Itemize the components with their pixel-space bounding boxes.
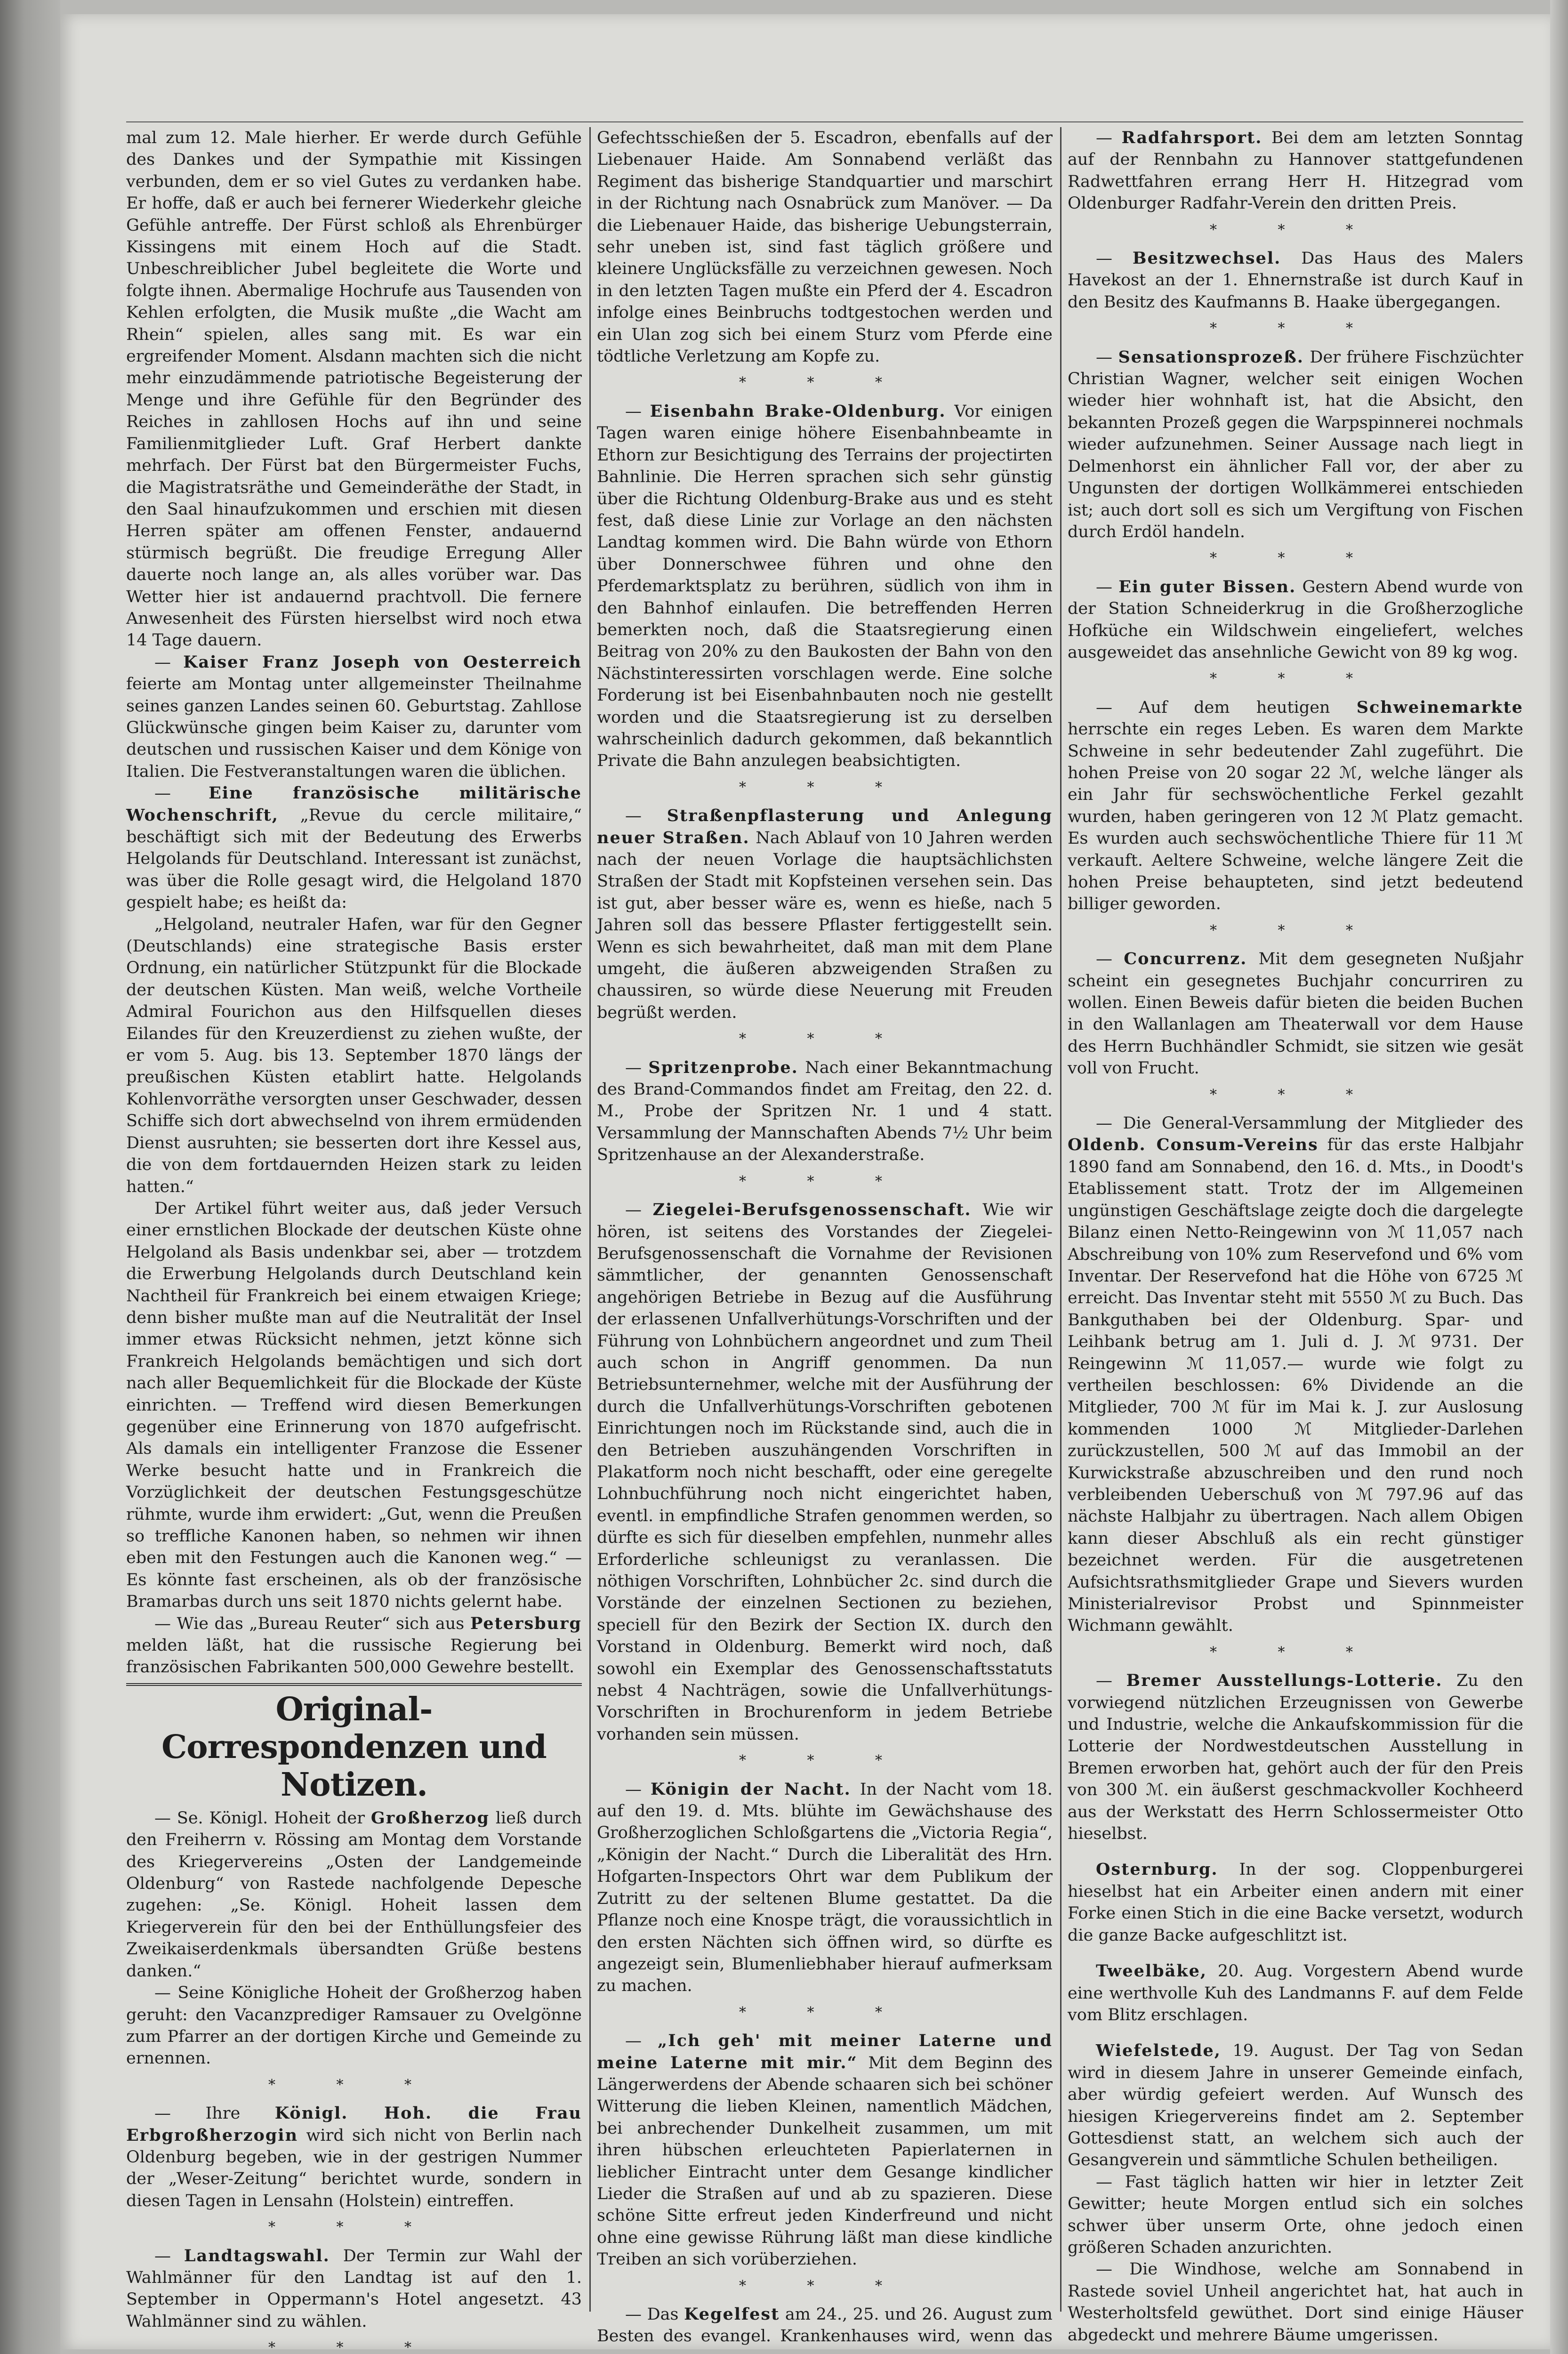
- separator-stars: * * *: [1209, 550, 1382, 567]
- spacer: [1068, 1946, 1523, 1960]
- article-heading: Kaiser Franz Joseph von Oesterreich: [183, 652, 582, 672]
- article-text: Der frühere Fischzüchter Christian Wagner, welcher seit einigen Wochen wieder hier wohnhaft ist, hat die Absicht, den bekannten Prozeß gegen die Warpspinnerei nochmals wieder aufzunehmen. Seiner Aussage nach liegt in Delmenhorst ein ähnlicher Fall vor, der aber zu Ungunsten der dortigen Wollkämmerei entschieden ist; auch dort soll es sich um Vergiftung von Fischen durch Erdöl handeln.: [1068, 347, 1523, 541]
- top-rule: [126, 121, 1523, 122]
- article-heading: Eisenbahn Brake-Oldenburg.: [650, 401, 946, 421]
- article-heading: Ein guter Bissen.: [1118, 577, 1296, 597]
- article-heading: Sensationsprozeß.: [1118, 347, 1304, 367]
- separator-stars: * * *: [1209, 922, 1382, 939]
- book-binding: [0, 0, 60, 2354]
- newspaper-page: [60, 14, 1550, 2349]
- article-text: Nach einer Bekanntmachung des Brand-Commandos findet am Freitag, den 22. d. M., Probe der Spritzen Nr. 1 und 4 statt. Versammlung der Mannschaften Abends 7½ Uhr beim Spritzenhause an der Alexanderstraße.: [597, 1058, 1053, 1165]
- separator-stars: * * *: [739, 1173, 911, 1190]
- article-text: am 24., 25. und 26. August zum Besten des evangel. Krankenhauses wird, wenn das: [597, 2305, 1053, 2346]
- article-heading: Besitzwechsel.: [1132, 249, 1281, 268]
- article-paragraph: — Bremer Ausstellungs-Lotterie. Zu den vorwiegend nützlichen Erzeugnissen von Gewerbe und Industrie, welche die Ankaufskommission für die Lotterie der Nordwestdeutschen Ausstellung in Bremen erworben hat, gehört auch der für den Preis von 300 ℳ. ein äußerst geschmackvoller Kochheerd aus der Werkstatt des Herrn Schlossermeister Otto hieselbst.: [1068, 1671, 1523, 1844]
- article-text: — Die General-Versammlung der Mitglieder des: [1096, 1114, 1523, 1133]
- article-heading: Wiefelstede,: [1096, 2041, 1221, 2061]
- separator-stars: * * *: [739, 1031, 911, 1048]
- separator-stars: * * *: [739, 779, 911, 796]
- article-paragraph: — „Ich geh' mit meiner Laterne und meine Laterne mit mir.“ Mit dem Beginn des Längerwerdens der Abende schaaren sich bei schöner Witterung die lieben Kleinen, namentlich Mädchen, bei anbrechender Dunkelheit zusammen, um mit ihren hübschen erleuchteten Papierlaternen in lieblicher Eintracht unter dem Gesange kindlicher Lieder die Straßen auf und ab zu spazieren. Diese schöne Sitte erfreut jeden Kinderfreund und nicht ohne eine gewisse Rührung läßt man diese kindliche Treiben an sich vorüberziehen.: [597, 2031, 1053, 2269]
- article-text: Gestern Abend wurde von der Station Schneiderkrug in die Großherzogliche Hofküche ein Wildschwein eingeliefert, welches ausgeweidet das ansehnliche Gewicht von 89 kg wog.: [1068, 577, 1523, 662]
- article-text: wird sich nicht von Berlin nach Oldenburg begeben, wie in der gestrigen Nummer der „Weser-Zeitung“ berichtet wurde, sondern in diesen Tagen in Lensahn (Holstein) eintreffen.: [126, 2126, 582, 2210]
- article-heading: Kegelfest: [684, 2305, 780, 2324]
- separator-stars: * * *: [739, 2004, 911, 2021]
- article-paragraph: — Radfahrsport. Bei dem am letzten Sonntag auf der Rennbahn zu Hannover stattgefundenen Radwettfahren errang Herr H. Hitzegrad vom Oldenburger Radfahr-Verein den dritten Preis.: [1068, 128, 1523, 213]
- separator-stars: * * *: [1209, 1644, 1382, 1661]
- article-paragraph: — Straßenpflasterung und Anlegung neuer Straßen. Nach Ablauf von 10 Jahren werden nach der neuen Vorlage die hauptsächlichsten Straßen der Stadt mit Kopfsteinen versehen sein. Das ist gut, aber besser wäre es, wenn es hieße, nach 5 Jahren soll das bessere Pflaster fertiggestellt sein. Wenn es sich bewahrheitet, daß man mit dem Plane umgeht, die äußeren abzweigenden Straßen zu chaussiren, so würde diese Neuerung mit Freuden begrüßt werden.: [597, 806, 1053, 1022]
- separator-stars: * * *: [739, 2277, 911, 2294]
- separator-stars: * * *: [268, 2076, 440, 2093]
- article-heading: Schweinemarkte: [1356, 697, 1523, 717]
- spacer: [1068, 1845, 1523, 1859]
- article-text: Vor einigen Tagen waren einige höhere Eisenbahnbeamte in Ethorn zur Besichtigung des Terrains der projectirten Bahnlinie. Die Herren sprachen sich sehr günstig über die Richtung Oldenburg-Brake aus und es steht fest, daß diese Linie zur Vorlage an den nächsten Landtag kommen wird. Die Bahn würde von Ethorn über Donnerschwee führen und ohne den Pferdemarktsplatz zu berühren, südlich von ihm in den Bahnhof einlaufen. Die betreffenden Herren bemerkten noch, daß die Staatsregierung einen Beitrag von 20% zu den Baukosten der Bahn von den Nächstinteressirten vorschlagen werde. Eine solche Forderung ist bei Eisenbahnbauten noch nie gestellt worden und die Staatsregierung ist zu derselben wahrscheinlich dadurch gekommen, daß bekanntlich Private die Bahn anzulegen beabsichtigten.: [597, 402, 1053, 771]
- article-text: Wie wir hören, ist seitens des Vorstandes der Ziegelei-Berufsgenossenschaft die Vornahme der Revisionen sämmtlicher, der genannten Genossenschaft angehörigen Betriebe in Bezug auf die Ausführung der erlassenen Unfallverhütungs-Vorschriften und der Führung von Lohnbüchern angeordnet und zum Theil auch schon in Angriff genommen. Da nun Betriebsunternehmer, welche mit der Ausführung der durch die Unfallverhütungs-Vorschriften gebotenen Einrichtungen noch im Rückstande sind, auch die in den Betrieben auszuhängenden Vorschriften in Plakatform noch nicht beschafft, oder eine geregelte Lohnbuchführung noch nicht eingerichtet haben, eventl. in empfindliche Strafen genommen werden, so dürfte es sich für dieselben empfehlen, nunmehr alles Erforderliche schleunigst zu veranlassen. Die nöthigen Vorschriften, Lohnbücher 2c. sind durch die Vorstände der einzelnen Sectionen zu beziehen, speciell für den Bezirk der Section IX. durch den Vorstand in Oldenburg. Bemerkt wird noch, daß sowohl ein Exemplar des Genossenschaftsstatuts nebst 4 Nachträgen, sowie die Unfallverhütungs-Vorschriften in Brochurenform in jedem Betriebe vorhanden sein müssen.: [597, 1201, 1053, 1744]
- article-paragraph: — Eisenbahn Brake-Oldenburg. Vor einigen Tagen waren einige höhere Eisenbahnbeamte in Ethorn zur Besichtigung des Terrains der projectirten Bahnlinie. Die Herren sprachen sich sehr günstig über die Richtung Oldenburg-Brake aus und es steht fest, daß diese Linie zur Vorlage an den nächsten Landtag kommen wird. Die Bahn würde von Ethorn über Donnerschwee führen und ohne den Pferdemarktsplatz zu berühren, südlich von ihm in den Bahnhof einlaufen. Die betreffenden Herren bemerkten noch, daß die Staatsregierung einen Beitrag von 20% zu den Baukosten der Bahn von den Nächstinteressirten vorschlagen werde. Eine solche Forderung ist bei Eisenbahnbauten noch nie gestellt worden und die Staatsregierung ist zu derselben wahrscheinlich dadurch gekommen, daß bekanntlich Private die Bahn anzulegen beabsichtigten.: [597, 401, 1053, 771]
- article-paragraph: — Spritzenprobe. Nach einer Bekanntmachung des Brand-Commandos findet am Freitag, den 22. d. M., Probe der Spritzen Nr. 1 und 4 statt. Versammlung der Mannschaften Abends 7½ Uhr beim Spritzenhause an der Alexanderstraße.: [597, 1057, 1053, 1165]
- article-paragraph: [597, 2304, 1053, 2349]
- separator-stars: * * *: [268, 2339, 440, 2349]
- article-paragraph: — Kaiser Franz Joseph von Oesterreich feierte am Montag unter allgemeinster Theilnahme seines ganzen Landes seinen 60. Geburtstag. Zahllose Glückwünsche gingen beim Kaiser zu, darunter vom deutschen und russischen Kaiser und dem Könige von Italien. Die Festveranstaltungen waren die üblichen.: [126, 652, 582, 781]
- article-paragraph: — Ziegelei-Berufsgenossenschaft. Wie wir hören, ist seitens des Vorstandes der Ziegelei-Berufsgenossenschaft die Vornahme der Revisionen sämmtlicher, der genannten Genossenschaft angehörigen Betriebe in Bezug auf die Ausführung der erlassenen Unfallverhütungs-Vorschriften und der Führung von Lohnbüchern angeordnet und zum Theil auch schon in Angriff genommen. Da nun Betriebsunternehmer, welche mit der Ausführung der durch die Unfallverhütungs-Vorschriften gebotenen Einrichtungen noch im Rückstande sind, auch die in den Betrieben auszuhängenden Vorschriften in Plakatform noch nicht beschafft, oder eine geregelte Lohnbuchführung noch nicht eingerichtet haben, eventl. in empfindliche Strafen genommen werden, so dürfte es sich für dieselben empfehlen, nunmehr alles Erforderliche schleunigst zu veranlassen. Die nöthigen Vorschriften, Lohnbücher 2c. sind durch die Vorstände der einzelnen Sectionen zu beziehen, speciell für den Bezirk der Section IX. durch den Vorstand in Oldenburg. Bemerkt wird noch, daß sowohl ein Exemplar des Genossenschaftsstatuts nebst 4 Nachträgen, sowie die Unfallverhütungs-Vorschriften in Brochurenform in jedem Betriebe vorhanden sein müssen.: [597, 1200, 1053, 1744]
- article-text: — Ihre: [154, 2104, 241, 2123]
- article-heading: Radfahrsport.: [1121, 128, 1262, 147]
- article-text: Mit dem Beginn des Längerwerdens der Abende schaaren sich bei schöner Witterung die lieben Kleinen, namentlich Mädchen, bei anbrechender Dunkelheit zusammen, um mit ihren hübschen erleuchteten Papierlaternen in lieblicher Eintracht unter dem Gesange kindlicher Lieder die Straßen auf und ab zu spazieren. Diese schöne Sitte erfreut jeden Kinderfreund und nicht ohne eine gewisse Rührung läßt man diese kindliche Treiben an sich vorüberziehen.: [597, 2053, 1053, 2269]
- article-paragraph: — Eine französische militärische Wochenschrift, „Revue du cercle militaire,“ beschäftigt sich mit der Bedeutung des Erwerbs Helgolands für Deutschland. Interessant ist zunächst, was über die Rolle gesagt wird, die Helgoland 1870 gespielt habe; es heißt da:: [126, 783, 582, 912]
- article-text: — Das: [625, 2305, 679, 2324]
- article-text: Bei dem am letzten Sonntag auf der Rennbahn zu Hannover stattgefundenen Radwettfahren errang Herr H. Hitzegrad vom Oldenburger Radfahr-Verein den dritten Preis.: [1068, 129, 1523, 213]
- article-text: Nach Ablauf von 10 Jahren werden nach der neuen Vorlage die hauptsächlichsten Straßen der Stadt mit Kopfsteinen versehen sein. Das ist gut, aber besser wäre es, wenn es hieße, nach 5 Jahren soll das bessere Pflaster fertiggestellt sein. Wenn es sich bewahrheitet, daß man mit dem Plane umgeht, die äußeren abzweigenden Straßen zu chaussiren, so würde diese Neuerung mit Freuden begrüßt werden.: [597, 828, 1053, 1022]
- article-paragraph: [126, 1613, 582, 1678]
- column-2: [597, 127, 1053, 2349]
- article-paragraph: [1068, 1960, 1523, 2026]
- article-heading: Spritzenprobe.: [648, 1057, 798, 1077]
- article-paragraph: — Sensationsprozeß. Der frühere Fischzüchter Christian Wagner, welcher seit einigen Wochen wieder hier wohnhaft ist, hat die Absicht, den bekannten Prozeß gegen die Warpspinnerei nochmals wieder aufzunehmen. Seiner Aussage nach liegt in Delmenhorst ein ähnlicher Fall vor, der aber zu Ungunsten der dortigen Wollkämmerei entschieden ist; auch dort soll es sich um Vergiftung von Fischen durch Erdöl handeln.: [1068, 347, 1523, 541]
- article-text: Das Haus des Malers Havekost an der 1. Ehnernstraße ist durch Kauf in den Besitz des Kaufmanns B. Haake übergegangen.: [1068, 249, 1523, 312]
- article-text: melden läßt, hat die russische Regierung bei französischen Fabrikanten 500,000 Gewehre bestellt.: [126, 1636, 582, 1677]
- article-paragraph: — Landtagswahl. Der Termin zur Wahl der Wahlmänner für den Landtag ist auf den 1. September in Oppermann's Hotel angesetzt. 43 Wahlmänner sind zu wählen.: [126, 2246, 582, 2331]
- article-text: feierte am Montag unter allgemeinster Theilnahme seines ganzen Landes seinen 60. Geburtstag. Zahllose Glückwünsche gingen beim Kaiser zu, darunter vom deutschen und russischen Kaiser und dem Könige von Italien. Die Festveranstaltungen waren die üblichen.: [126, 675, 582, 781]
- separator-stars: * * *: [1209, 1086, 1382, 1103]
- separator-stars: * * *: [739, 374, 911, 391]
- article-text: Mit dem gesegneten Nußjahr scheint ein gesegnetes Buchjahr concurriren zu wollen. Einen Beweis dafür bieten die beiden Buchen in den Wallanlagen am Theaterwall vor dem Hause des Herrn Buchhändler Schmidt, sie sitzen wie gesät voll von Frucht.: [1068, 950, 1523, 1078]
- article-heading: Bremer Ausstellungs-Lotterie.: [1126, 1671, 1443, 1691]
- article-heading: Königin der Nacht.: [650, 1779, 851, 1799]
- article-paragraph: — Seine Königliche Hoheit der Großherzog haben geruht: den Vacanzprediger Ramsauer zu Ovelgönne zum Pfarrer an der dortigen Kirche und Gemeinde zu ernennen.: [126, 1983, 582, 2068]
- article-paragraph: [126, 2103, 582, 2212]
- article-heading: Eine französische militärische Wochenschrift,: [126, 783, 582, 825]
- article-heading: Oldenb. Consum-Vereins: [1068, 1135, 1319, 1155]
- article-paragraph: Gefechtsschießen der 5. Escadron, ebenfalls auf der Liebenauer Haide. Am Sonnabend verläßt das Regiment das bisherige Standquartier und marschirt in der Richtung nach Osnabrück zum Manöver. — Da die Liebenauer Haide, das bisherige Uebungsterrain, sehr uneben ist, sind fast täglich größere und kleinere Unglücksfälle zu verzeichnen gewesen. Noch in den letzten Tagen mußte ein Pferd der 4. Escadron infolge eines Beinbruchs todtgestochen werden und ein Ulan zog sich bei einem Sturz vom Pferde eine tödtliche Verletzung am Kopfe zu.: [597, 129, 1053, 366]
- article-paragraph: mal zum 12. Male hierher. Er werde durch Gefühle des Dankes und der Sympathie mit Kissingen verbunden, dem er so viel Gutes zu verdanken habe. Er hoffe, daß er auch bei fernerer Wiederkehr gleiche Gefühle antreffe. Der Fürst schloß als Ehrenbürger Kissingens mit einem Hoch auf die Stadt. Unbeschreiblicher Jubel begleitete die Worte und folgte ihnen. Abermalige Hochrufe aus Tausenden von Kehlen erfolgten, die Musik mußte „die Wacht am Rhein“ spielen, alles sang mit. Es war ein ergreifender Moment. Alsdann machten sich die nicht mehr einzudämmende patriotische Begeisterung der Menge und ihre Gefühle für den Begründer des Reiches in zahllosen Hochs auf ihn und seine Familienmitglieder Luft. Graf Herbert dankte mehrfach. Der Fürst bat den Bürgermeister Fuchs, die Magistratsräthe und Gemeinderäthe der Stadt, in den Saal hinaufzukommen und erschien mit diesen Herren später am offenen Fenster, andauernd stürmisch begrüßt. Die freudige Erregung Aller dauerte noch lange an, als alles vorüber war. Das Wetter hier ist andauernd prachtvoll. Die fernere Anwesenheit des Fürsten hierselbst wird noch etwa 14 Tage dauern.: [126, 129, 582, 650]
- column-rule: [589, 127, 591, 2312]
- article-paragraph: — Ein guter Bissen. Gestern Abend wurde von der Station Schneiderkrug in die Großherzogliche Hofküche ein Wildschwein eingeliefert, welches ausgeweidet das ansehnliche Gewicht von 89 kg wog.: [1068, 577, 1523, 662]
- article-heading: Tweelbäke,: [1096, 1961, 1207, 1981]
- article-paragraph: — Fast täglich hatten wir hier in letzter Zeit Gewitter; heute Morgen entlud sich ein solches schwer über unserm Orte, ohne jedoch einen größeren Schaden anzurichten.: [1068, 2172, 1523, 2257]
- separator-stars: * * *: [1209, 320, 1382, 337]
- article-paragraph: [1068, 697, 1523, 915]
- article-text: 19. August. Der Tag von Sedan wird in diesem Jahre in unserer Gemeinde einfach, aber würdig gefeiert werden. Auf Wunsch des hiesigen Kriegervereins findet am 2. September Gottesdienst statt, an welchem sich auch der Gesangverein und sämmtliche Schulen betheiligen.: [1068, 2041, 1523, 2170]
- article-text: 20. Aug. Vorgestern Abend wurde eine werthvolle Kuh des Landmanns F. auf dem Felde vom Blitz erschlagen.: [1068, 1962, 1523, 2024]
- article-text: „Revue du cercle militaire,“ beschäftigt sich mit der Bedeutung des Erwerbs Helgolands für Deutschland. Interessant ist zunächst, was über die Rolle gesagt wird, die Helgoland 1870 gespielt habe; es heißt da:: [126, 806, 582, 912]
- article-text: herrschte ein reges Leben. Es waren dem Markte Schweine in sehr bedeutender Zahl zugeführt. Die hohen Preise von 20 sogar 22 ℳ, welche länger als ein Jahr für sechswöchentliche Ferkel gezahlt wurden, haben geringeren von 12 ℳ Platz gemacht. Es wurden auch sechswöchentliche Thiere für 11 ℳ verkauft. Aeltere Schweine, welche längere Zeit die hohen Preise behaupteten, sind jetzt bedeutend billiger geworden.: [1068, 720, 1523, 914]
- article-text: für das erste Halbjahr 1890 fand am Sonnabend, den 16. d. Mts., in Doodt's Etablissement statt. Trotz der im Allgemeinen ungünstigen Geschäftslage zeigte doch die dargelegte Bilanz einen Netto-Reingewinn von ℳ 11,057 nach Abschreibung von 10% zum Reservefond und 6% vom Inventar. Der Reservefond hat die Höhe von 6725 ℳ erreicht. Das Inventar steht mit 5550 ℳ zu Buch. Das Bankguthaben bei der Oldenburg. Spar- und Leihbank betrug am 1. Juli d. J. ℳ 9731. Der Reingewinn ℳ 11,057.— wurde wie folgt zu vertheilen beschlossen: 6% Dividende an die Mitglieder, 700 ℳ für im Mai k. J. zur Auslosung kommenden 1000 ℳ Mitglieder-Darlehen zurückzustellen, 500 ℳ auf das Immobil an der Kurwickstraße abzuschreiben und den rund noch verbleibenden Ueberschuß von ℳ 797.96 auf das nächste Halbjahr zu übertragen. Nach allem Obigen kann dieser Abschluß als ein recht günstiger bezeichnet werden. Für die ausgetretenen Aufsichtsrathsmitglieder Grape und Sievers wurden Ministerialrevisor Probst und Spinnmeister Wichmann gewählt.: [1068, 1136, 1523, 1636]
- article-heading: Landtagswahl.: [184, 2246, 330, 2265]
- separator-stars: * * *: [1209, 670, 1382, 687]
- article-text: ließ durch den Freiherrn v. Rössing am Montag dem Vorstande des Kriegervereins „Osten der Landgemeinde Oldenburg“ von Rastede nachfolgende Depesche zugehen: „Se. Königl. Hoheit lassen dem Kriegerverein für den bei der Enthüllungsfeier des Zweikaiserdenkmals übersandten Grüße bestens danken.“: [126, 1808, 582, 1981]
- article-heading: Petersburg: [470, 1613, 582, 1633]
- article-text: Zu den vorwiegend nützlichen Erzeugnissen von Gewerbe und Industrie, welche die Ankaufskommission für die Lotterie der Nordwestdeutschen Ausstellung in Bremen erworben hat, gehört auch der für den Preis von 300 ℳ. ein äußerst geschmackvoller Kochheerd aus der Werkstatt des Herrn Schlossermeister Otto hieselbst.: [1068, 1671, 1523, 1844]
- page-edge: [1550, 0, 1568, 2354]
- article-paragraph: Der Artikel führt weiter aus, daß jeder Versuch einer ernstlichen Blockade der deutschen Küste ohne Helgoland als Basis undenkbar sei, aber — trotzdem die Erwerbung Helgolands durch Deutschland kein Nachtheil für Frankreich bei einem etwaigen Kriege; denn bisher mußte man auf die Neutralität der Insel immer etwas Rücksicht nehmen, jetzt könne sich Frankreich Helgolands bemächtigen und sich dort nach aller Bequemlichkeit für die Blockade der Küste einrichten. — Treffend wird diesen Bemerkungen gegenüber eine Erinnerung von 1870 aufgefrischt. Als damals ein intelligenter Franzose die Essener Werke besucht hatte und in Frankreich die Vorzüglichkeit der deutschen Festungsgeschütze rühmte, wurde ihm erwidert: „Gut, wenn die Preußen so treffliche Kanonen haben, so nehmen wir ihnen eben mit den Festungen auch die Kanonen weg.“ — Es könnte fast erscheinen, als ob der französische Bramarbas durch uns seit 1870 nichts gelernt habe.: [126, 1199, 582, 1612]
- separator-stars: * * *: [268, 2219, 440, 2236]
- article-text: In der Nacht vom 18. auf den 19. d. Mts. blühte im Gewächshause des Großherzoglichen Schloßgartens die „Victoria Regia“, „Königin der Nacht.“ Durch die Liberalität des Hrn. Hofgarten-Inspectors Ohrt war dem Publikum der Zutritt zu der seltenen Blume gestattet. Da die Pflanze noch eine Knospe trägt, die voraussichtlich in den ersten Nächten sich öffnen wird, so dürfte es angezeigt sein, Blumenliebhaber hierauf aufmerksam zu machen.: [597, 1780, 1053, 1996]
- column-3: [1068, 127, 1523, 2349]
- article-heading: Osternburg.: [1096, 1860, 1218, 1879]
- article-text: — Se. Königl. Hoheit der: [154, 1808, 365, 1828]
- article-paragraph: — Königin der Nacht. In der Nacht vom 18. auf den 19. d. Mts. blühte im Gewächshause des Großherzoglichen Schloßgartens die „Victoria Regia“, „Königin der Nacht.“ Durch die Liberalität des Hrn. Hofgarten-Inspectors Ohrt war dem Publikum der Zutritt zu der seltenen Blume gestattet. Da die Pflanze noch eine Knospe trägt, die voraussichtlich in den ersten Nächten sich öffnen wird, so dürfte es angezeigt sein, Blumenliebhaber hierauf aufmerksam zu machen.: [597, 1779, 1053, 1996]
- article-paragraph: — Besitzwechsel. Das Haus des Malers Havekost an der 1. Ehnernstraße ist durch Kauf in den Besitz des Kaufmanns B. Haake übergegangen.: [1068, 249, 1523, 312]
- article-text: In der sog. Cloppenburgerei hieselbst hat ein Arbeiter einen andern mit einer Forke einen Stich in die eine Backe versetzt, wodurch die ganze Backe aufgeschlitzt ist.: [1068, 1860, 1523, 1945]
- spacer: [1068, 2026, 1523, 2040]
- article-paragraph: [1068, 1113, 1523, 1637]
- article-text: — Wie das „Bureau Reuter“ sich aus: [154, 1614, 465, 1633]
- article-heading: „Ich geh' mit meiner Laterne und meine Laterne mit mir.“: [597, 2031, 1053, 2072]
- article-text: — Auf dem heutigen: [1096, 698, 1330, 717]
- column-1: [126, 127, 582, 2349]
- separator-stars: * * *: [739, 1752, 911, 1769]
- article-paragraph: „Helgoland, neutraler Hafen, war für den Gegner (Deutschlands) eine strategische Basis erster Ordnung, ein natürlicher Stützpunkt für die Blockade der deutschen Küsten. Man weiß, welche Vortheile Admiral Fourichon aus den Hilfsquellen dieses Eilandes für den Kreuzerdienst zu ziehen wußte, der er vom 5. Aug. bis 13. September 1870 längs der preußischen Küsten etablirt hatte. Helgolands Kohlenvorräthe versorgten unser Geschwader, dessen Schiffe sich dort abwechselnd von ihrem ermüdenden Dienst ausruhten; sie besserten dort ihre Kessel aus, die von dem fortdauernden Heizen stark zu leiden hatten.“: [126, 915, 582, 1196]
- article-paragraph: — Die Windhose, welche am Sonnabend in Rastede soviel Unheil angerichtet hat, hat auch in Westerholtsfeld gewüthet. Dort sind einige Häuser abgedeckt und mehrere Bäume umgerissen.: [1068, 2260, 1523, 2345]
- article-paragraph: — Concurrenz. Mit dem gesegneten Nußjahr scheint ein gesegnetes Buchjahr concurriren zu wollen. Einen Beweis dafür bieten die beiden Buchen in den Wallanlagen am Theaterwall vor dem Hause des Herrn Buchhändler Schmidt, sie sitzen wie gesät voll von Frucht.: [1068, 949, 1523, 1078]
- column-rule: [1060, 127, 1061, 2312]
- article-heading: Concurrenz.: [1124, 949, 1247, 969]
- article-heading: Ziegelei-Berufsgenossenschaft.: [652, 1200, 972, 1220]
- article-text: Der Termin zur Wahl der Wahlmänner für den Landtag ist auf den 1. September in Oppermann's Hotel angesetzt. 43 Wahlmänner sind zu wählen.: [126, 2246, 582, 2331]
- section-title: Original-Correspondenzen und Notizen.: [126, 1683, 582, 1804]
- article-heading: Großherzog: [370, 1808, 490, 1828]
- article-heading: Straßenpflasterung und Anlegung neuer Straßen.: [597, 806, 1053, 847]
- separator-stars: * * *: [1209, 221, 1382, 238]
- article-paragraph: [1068, 1859, 1523, 1946]
- article-heading: Königl. Hoh. die Frau Erbgroßherzogin: [126, 2104, 582, 2145]
- article-paragraph: [126, 1807, 582, 1982]
- spacer: [1068, 2346, 1523, 2349]
- article-paragraph: [1068, 2040, 1523, 2171]
